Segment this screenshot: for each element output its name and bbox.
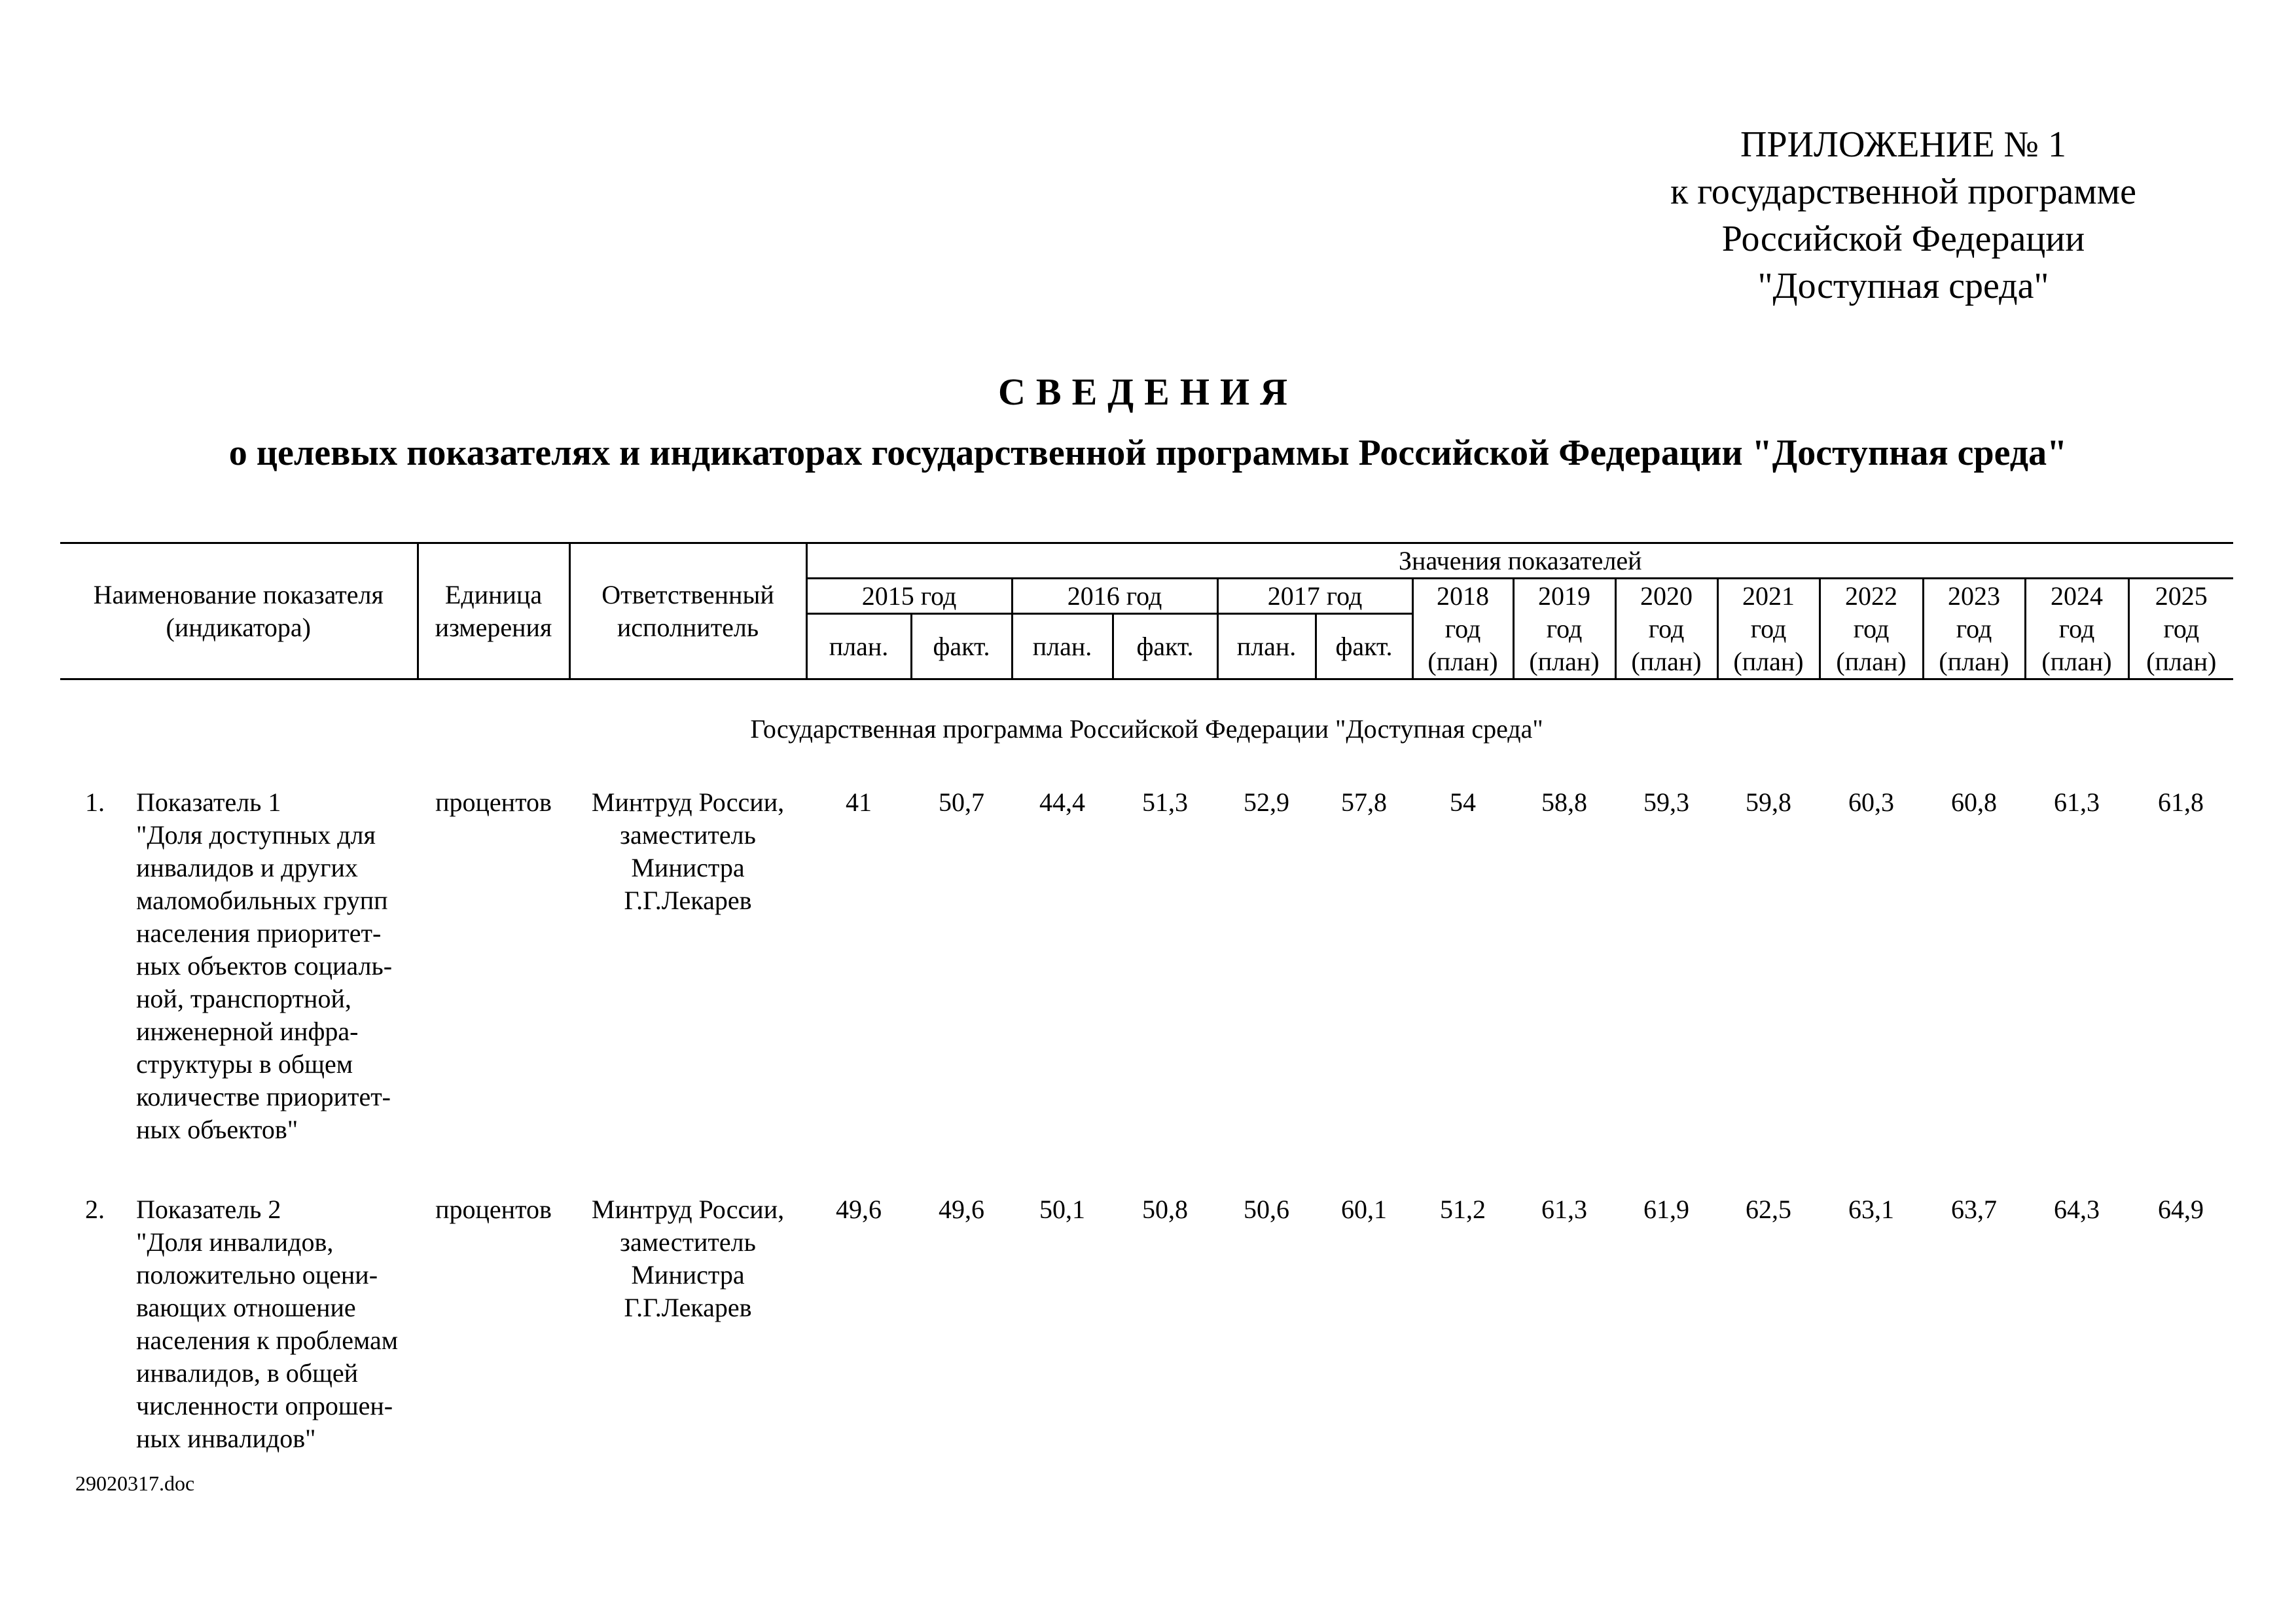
value-cell: 58,8 xyxy=(1541,787,1587,817)
appendix-line-3: Российской Федерации xyxy=(1721,219,2085,259)
row-index: 2. xyxy=(85,1195,105,1224)
value-cell: 52,9 xyxy=(1244,787,1289,817)
appendix-line-1: ПРИЛОЖЕНИЕ № 1 xyxy=(1740,124,2066,165)
value-cell: 61,3 xyxy=(2054,787,2100,817)
name-line: инженерной инфра- xyxy=(136,1017,359,1046)
header-2023-god: год xyxy=(1956,613,1992,643)
value-cell: 50,7 xyxy=(939,787,984,817)
header-2024-year: 2024 xyxy=(2051,581,2103,611)
header-2024-plan: (план) xyxy=(2041,646,2112,676)
exec-line: заместитель xyxy=(620,820,756,850)
name-line: ных объектов" xyxy=(136,1115,298,1144)
value-cell: 60,1 xyxy=(1341,1195,1387,1224)
header-unit xyxy=(418,543,569,679)
appendix-block xyxy=(1609,121,2198,310)
name-line: населения приоритет- xyxy=(136,918,382,948)
header-year-2018 xyxy=(1412,579,1513,679)
header-values: Значения показателей xyxy=(806,543,2233,579)
header-2018-god: год xyxy=(1444,613,1481,643)
name-line: ных объектов социаль- xyxy=(136,951,393,981)
header-2018-year: 2018 xyxy=(1437,581,1489,611)
name-line: структуры в общем xyxy=(136,1049,353,1079)
row-index: 1. xyxy=(85,787,105,817)
header-2015-fact: факт. xyxy=(911,614,1012,679)
header-2020-plan: (план) xyxy=(1631,646,1702,676)
value-cell: 60,3 xyxy=(1848,787,1894,817)
table-row xyxy=(60,778,2233,1146)
header-2022-plan: (план) xyxy=(1836,646,1907,676)
header-2022-god: год xyxy=(1853,613,1890,643)
executor-cell xyxy=(569,778,806,1146)
value-cell: 50,6 xyxy=(1244,1195,1289,1224)
table-row xyxy=(60,1185,2233,1455)
header-2021-year: 2021 xyxy=(1742,581,1795,611)
document-title: СВЕДЕНИЯ xyxy=(998,370,1298,413)
name-line: населения к проблемам xyxy=(136,1326,399,1355)
header-year-2015: 2015 год xyxy=(806,579,1012,614)
name-line: количестве приоритет- xyxy=(136,1082,391,1111)
header-name-line2: (индикатора) xyxy=(166,612,311,642)
header-year-2020 xyxy=(1615,579,1717,679)
header-year-2023 xyxy=(1923,579,2025,679)
name-line: положительно оцени- xyxy=(136,1260,378,1290)
unit-cell: процентов xyxy=(435,1195,552,1224)
document-subtitle: о целевых показателях и индикаторах государственной программы Российской Федерации "Доступная среда" xyxy=(228,433,2068,473)
indicator-name xyxy=(130,1185,418,1455)
section-title: Государственная программа Российской Федерации "Доступная среда" xyxy=(750,714,1543,744)
value-cell: 61,3 xyxy=(1541,1195,1587,1224)
value-cell: 61,8 xyxy=(2158,787,2204,817)
value-cell: 57,8 xyxy=(1341,787,1387,817)
name-line: инвалидов, в общей xyxy=(136,1358,359,1388)
name-line: "Доля инвалидов, xyxy=(136,1227,334,1257)
header-2020-year: 2020 xyxy=(1640,581,1693,611)
value-cell: 49,6 xyxy=(939,1195,984,1224)
value-cell: 63,7 xyxy=(1951,1195,1997,1224)
name-line: маломобильных групп xyxy=(136,886,388,915)
header-year-2025 xyxy=(2128,579,2233,679)
name-line: численности опрошен- xyxy=(136,1391,393,1420)
exec-line: Г.Г.Лекарев xyxy=(624,1293,752,1322)
name-line: вающих отношение xyxy=(136,1293,356,1322)
header-2023-plan: (план) xyxy=(1939,646,2009,676)
value-cell: 59,3 xyxy=(1643,787,1689,817)
exec-line: заместитель xyxy=(620,1227,756,1257)
file-name: 29020317.doc xyxy=(75,1471,195,1495)
header-year-2021 xyxy=(1717,579,1820,679)
header-year-2024 xyxy=(2025,579,2128,679)
header-2018-plan: (план) xyxy=(1427,646,1498,676)
header-2016-plan: план. xyxy=(1012,614,1113,679)
value-cell: 41 xyxy=(846,787,872,817)
exec-line: Г.Г.Лекарев xyxy=(624,886,752,915)
header-2023-year: 2023 xyxy=(1948,581,2000,611)
header-year-2017: 2017 год xyxy=(1217,579,1412,614)
header-2025-year: 2025 xyxy=(2155,581,2208,611)
header-2019-year: 2019 xyxy=(1538,581,1590,611)
header-executor xyxy=(569,543,806,679)
header-unit-line1: Единица xyxy=(444,579,543,609)
unit-cell: процентов xyxy=(435,787,552,817)
header-unit-line2: измерения xyxy=(435,612,552,642)
name-line: ных инвалидов" xyxy=(136,1424,316,1453)
appendix-line-2: к государственной программе xyxy=(1670,171,2136,212)
header-2025-plan: (план) xyxy=(2146,646,2217,676)
header-2021-plan: (план) xyxy=(1733,646,1804,676)
header-2021-god: год xyxy=(1750,613,1787,643)
header-exec-line2: исполнитель xyxy=(617,612,759,642)
value-cell: 54 xyxy=(1450,787,1476,817)
header-2020-god: год xyxy=(1648,613,1685,643)
exec-line: Минтруд России, xyxy=(591,787,785,817)
name-line: инвалидов и других xyxy=(136,853,358,882)
exec-line: Министра xyxy=(631,853,745,882)
header-exec-line1: Ответственный xyxy=(601,579,774,609)
value-cell: 51,2 xyxy=(1440,1195,1486,1224)
value-cell: 51,3 xyxy=(1142,787,1188,817)
header-2019-plan: (план) xyxy=(1529,646,1600,676)
name-line: Показатель 2 xyxy=(136,1195,281,1224)
name-line: ной, транспортной, xyxy=(136,984,351,1013)
value-cell: 49,6 xyxy=(836,1195,882,1224)
header-name-line1: Наименование показателя xyxy=(93,579,384,609)
indicator-name xyxy=(130,778,418,1146)
value-cell: 63,1 xyxy=(1848,1195,1894,1224)
value-cell: 62,5 xyxy=(1746,1195,1791,1224)
header-2015-plan: план. xyxy=(806,614,911,679)
header-2017-plan: план. xyxy=(1217,614,1316,679)
header-year-2016: 2016 год xyxy=(1012,579,1217,614)
appendix-line-4: "Доступная среда" xyxy=(1757,266,2049,306)
name-line: Показатель 1 xyxy=(136,787,281,817)
header-name xyxy=(60,543,418,679)
header-2016-fact: факт. xyxy=(1113,614,1217,679)
value-cell: 64,3 xyxy=(2054,1195,2100,1224)
executor-cell xyxy=(569,1185,806,1455)
exec-line: Минтруд России, xyxy=(591,1195,785,1224)
value-cell: 44,4 xyxy=(1039,787,1085,817)
value-cell: 61,9 xyxy=(1643,1195,1689,1224)
header-2025-god: год xyxy=(2163,613,2200,643)
header-year-2022 xyxy=(1820,579,1923,679)
header-2022-year: 2022 xyxy=(1845,581,1897,611)
header-2024-god: год xyxy=(2058,613,2095,643)
value-cell: 64,9 xyxy=(2158,1195,2204,1224)
header-year-2019 xyxy=(1513,579,1615,679)
name-line: "Доля доступных для xyxy=(136,820,376,850)
header-2019-god: год xyxy=(1546,613,1583,643)
exec-line: Министра xyxy=(631,1260,745,1290)
indicators-table xyxy=(60,542,2233,1455)
value-cell: 60,8 xyxy=(1951,787,1997,817)
value-cell: 50,8 xyxy=(1142,1195,1188,1224)
header-2017-fact: факт. xyxy=(1316,614,1412,679)
value-cell: 59,8 xyxy=(1746,787,1791,817)
value-cell: 50,1 xyxy=(1039,1195,1085,1224)
